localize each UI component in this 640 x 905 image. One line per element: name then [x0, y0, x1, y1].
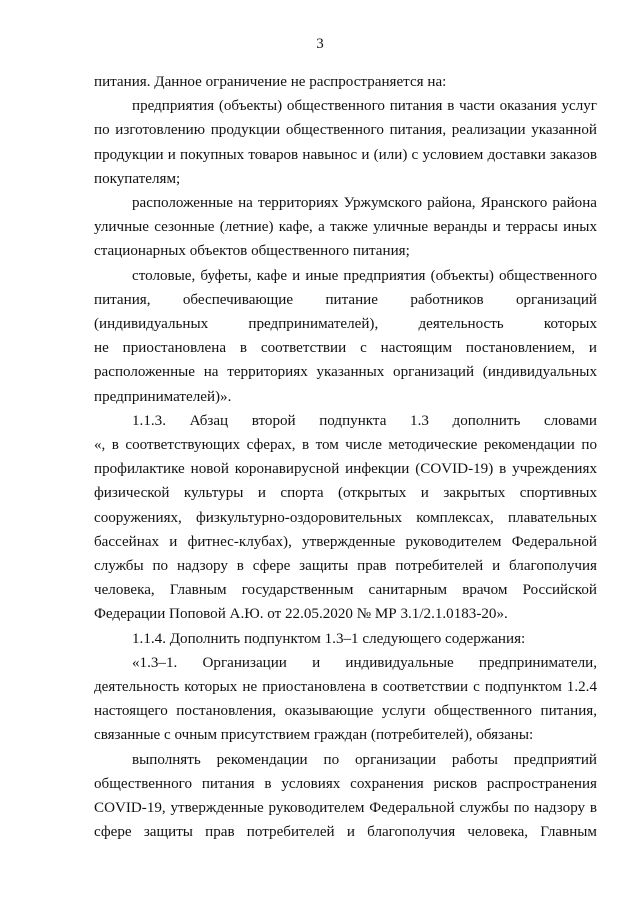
text-line: общественного питания в условиях сохранения рисков распространения [94, 775, 597, 792]
text-line: предприятия (объекты) общественного питания в части оказания услуг [132, 98, 597, 115]
text-line: 1.1.4. Дополнить подпунктом 1.3–1 следующего содержания: [132, 630, 526, 647]
text-line: связанные с очным присутствием граждан (потребителей), обязаны: [94, 727, 534, 744]
paragraph [94, 748, 597, 845]
text-line: деятельность которых не приостановлена в соответствии с подпунктом 1.2.4 [94, 679, 597, 696]
text-line: питания, обеспечивающие питание работников организаций [94, 291, 597, 308]
text-line: не приостановлена в соответствии с настоящим постановлением, и [94, 340, 597, 357]
text-line: «1.3–1. Организации и индивидуальные предприниматели, [132, 654, 597, 671]
text-line: предпринимателей)». [94, 388, 232, 405]
paragraph [94, 651, 597, 748]
text-line: по изготовлению продукции общественного питания, реализации указанной [94, 122, 597, 139]
page-number: 3 [316, 36, 324, 52]
text-line: службы по надзору в сфере защиты прав потребителей и благополучия [94, 558, 597, 575]
paragraph [94, 627, 597, 651]
paragraph [94, 191, 597, 264]
text-line: профилактике новой коронавирусной инфекции (COVID-19) в учреждениях [94, 461, 597, 478]
text-line: человека, Главным государственным санитарным врачом Российской [94, 582, 597, 599]
text-line: (индивидуальных предпринимателей), деятельность которых [94, 316, 597, 333]
text-line: продукции и покупных товаров навынос и (или) с условием доставки заказов [94, 146, 597, 163]
text-line: расположенные на территориях Уржумского района, Яранского района [132, 195, 597, 212]
text-line: стационарных объектов общественного питания; [94, 243, 410, 260]
text-line: настоящего постановления, оказывающие услуги общественного питания, [94, 703, 597, 720]
document-body [94, 70, 597, 845]
paragraph [94, 264, 597, 409]
text-line: уличные сезонные (летние) кафе, а также уличные веранды и террасы иных [94, 219, 597, 236]
text-line: выполнять рекомендации по организации работы предприятий [132, 751, 597, 768]
text-line: сфере защиты прав потребителей и благополучия человека, Главным [94, 824, 597, 841]
text-line: «, в соответствующих сферах, в том числе методические рекомендации по [94, 437, 597, 454]
text-line: питания. Данное ограничение не распространяется на: [94, 74, 447, 90]
text-line: физической культуры и спорта (открытых и закрытых спортивных [94, 485, 597, 502]
paragraph [94, 70, 597, 94]
text-line: сооружениях, физкультурно-оздоровительных комплексах, плавательных [94, 509, 597, 526]
text-line: столовые, буфеты, кафе и иные предприятия (объекты) общественного [132, 267, 597, 284]
text-line: бассейнах и фитнес-клубах), утвержденные руководителем Федеральной [94, 533, 597, 550]
text-line: COVID-19, утвержденные руководителем Федеральной службы по надзору в [94, 800, 597, 817]
paragraph [94, 409, 597, 627]
text-line: расположенные на территориях указанных организаций (индивидуальных [94, 364, 597, 381]
text-line: покупателям; [94, 170, 181, 187]
paragraph [94, 94, 597, 191]
text-line: 1.1.3. Абзац второй подпункта 1.3 дополнить словами [132, 412, 597, 429]
text-line: Федерации Поповой А.Ю. от 22.05.2020 № МР 3.1/2.1.0183-20». [94, 606, 508, 623]
